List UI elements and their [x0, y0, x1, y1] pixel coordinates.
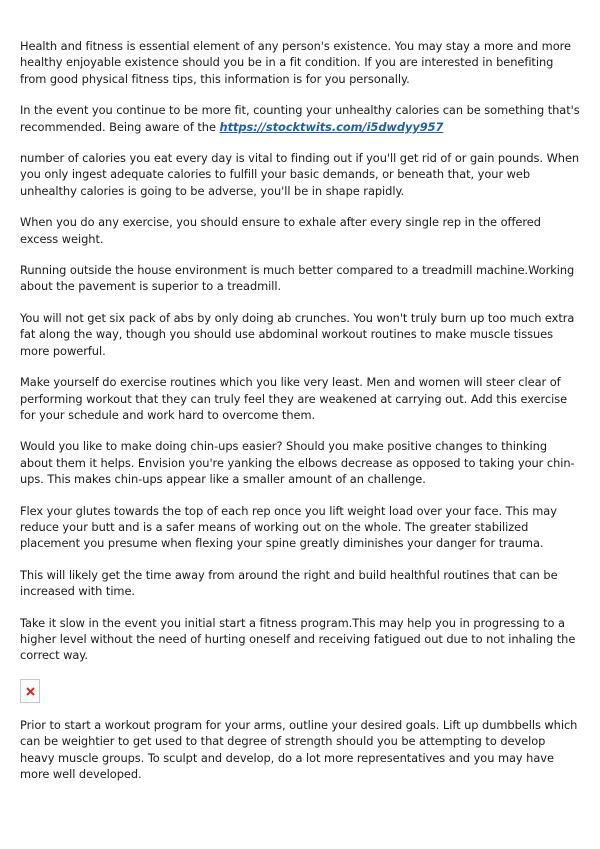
paragraph-11: Take it slow in the event you initial start a fitness program.This may help you in progressing to a higher level without the need of hurting oneself and receiving fatigued out due to not inhaling the correct way.: [20, 615, 576, 663]
stocktwits-link[interactable]: https://stocktwits.com/i5dwdyy957: [219, 119, 444, 134]
paragraph-1: Health and fitness is essential element of any person's existence. You may stay a more and more healthy enjoyable existence should you be in a fit condition. If you are interested in benefiting from good physical fitness tips, this information is for you personally.: [20, 39, 571, 86]
paragraph-2: [20, 102, 582, 135]
paragraph-10: This will likely get the time away from around the right and build healthful routines that can be increased with time.: [20, 567, 558, 599]
document-body: [20, 38, 582, 797]
broken-image-icon: [20, 679, 40, 703]
paragraph-3: number of calories you eat every day is vital to finding out if you'll get rid of or gain pounds. When you only ingest adequate calories to fulfill your basic demands, or beneath that, your web unhealthy calories is going to be adverse, you'll be in shape rapidly.: [20, 151, 580, 198]
paragraph-2-text: In the event you continue to be more fit, counting your unhealthy calories can be something that's recommended. Being aware of the: [20, 103, 580, 134]
paragraph-4: When you do any exercise, you should ensure to exhale after every single rep in the offered excess weight.: [20, 215, 541, 246]
paragraph-12: Prior to start a workout program for your arms, outline your desired goals. Lift up dumbbells which can be weightier to get used to that degree of strength should you be attempting to develop heavy muscle groups. To sculpt and develop, do a lot more representatives and you may have more well developed.: [20, 717, 578, 781]
paragraph-9: Flex your glutes towards the top of each rep once you lift weight load over your face. This may reduce your butt and is a safer means of working out on the whole. The greater stabilized placement you presume when flexing your spine greatly diminishes your danger for trauma.: [20, 503, 557, 551]
paragraph-6: You will not get six pack of abs by only doing ab crunches. You won't truly burn up too much extra fat along the way, though you should use abdominal workout routines to make muscle tissues more powerful.: [20, 310, 575, 358]
paragraph-7: Make yourself do exercise routines which you like very least. Men and women will steer clear of performing workout that they can truly feel they are weakened at carrying out. Add this exercise for your schedule and work hard to overcome them.: [20, 375, 568, 422]
paragraph-5: Running outside the house environment is much better compared to a treadmill machine.Working about the pavement is superior to a treadmill.: [20, 263, 575, 294]
paragraph-8: Would you like to make doing chin-ups easier? Should you make positive changes to thinking about them it helps. Envision you're yanking the elbows decrease as opposed to taking your chin-ups. This makes chin-ups appear like a smaller amount of an challenge.: [20, 439, 575, 487]
x-mark-icon: [26, 687, 35, 696]
